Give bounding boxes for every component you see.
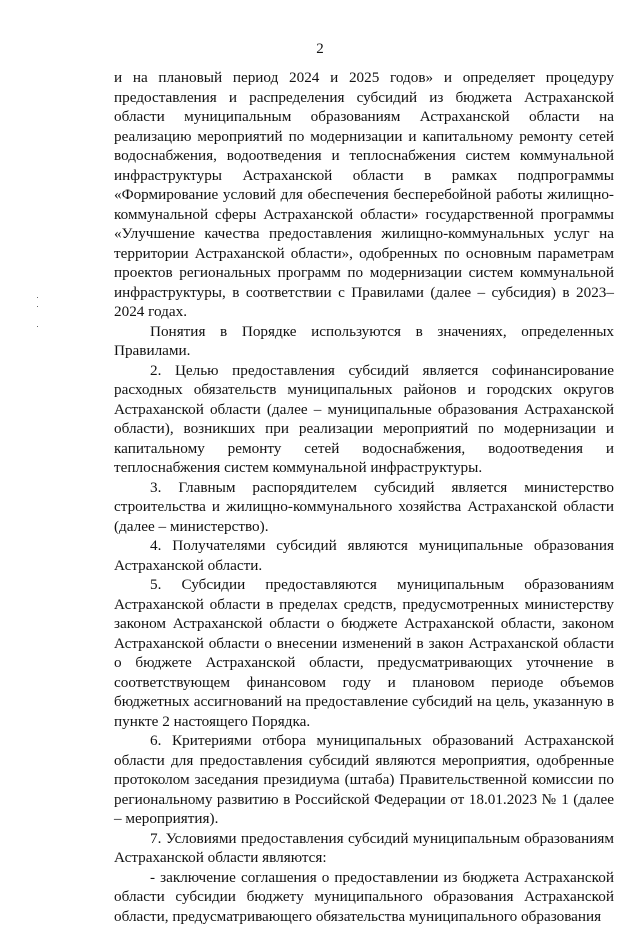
paragraph-2-purpose: 2. Целью предоставления субсидий является софинансирование расходных обязательств муниципальных районов и городских округов Астраханской области (далее – муниципальные образования Астраханской области), возникших при реализации мероприятий по модернизации и капитальному ремонту сетей водоснабжения, водоотведения и теплоснабжения систем коммунальной инфраструктуры. [114, 361, 614, 478]
paragraph-5-provision: 5. Субсидии предоставляются муниципальным образованиям Астраханской области в пределах средств, предусмотренных министерству законом Астраханской области о бюджете Астраханской области, законом Астраханской области о внесении изменений в закон Астраханской области о бюджете Астраханской области, предусматривающих уточнение в соответствующем финансовом году и плановом периоде объемов бюджетных ассигнований на предоставление субсидий на цель, указанную в пункте 2 настоящего Порядка. [114, 575, 614, 731]
paragraph-3-main-administrator: 3. Главным распорядителем субсидий является министерство строительства и жилищно-коммунального хозяйства Астраханской области (далее – министерство). [114, 478, 614, 537]
paragraph-intro-continuation: и на плановый период 2024 и 2025 годов» и определяет процедуру предоставления и распределения субсидий из бюджета Астраханской области муниципальным образованиям Астраханской области на реализацию мероприятий по модернизации и капитальному ремонту сетей водоснабжения, водоотведения и теплоснабжения систем коммунальной инфраструктуры Астраханской области в рамках подпрограммы «Формирование условий для обеспечения бесперебойной работы жилищно-коммунальной сферы Астраханской области» государственной программы «Улучшение качества предоставления жилищно-коммунальных услуг на территории Астраханской области», одобренных по основным параметрам проектов региональных программ по модернизации систем коммунальной инфраструктуры, в соответствии с Правилами (далее – субсидия) в 2023–2024 годах. [114, 68, 614, 322]
margin-mark [37, 297, 38, 298]
margin-mark [37, 326, 38, 327]
margin-mark [37, 306, 38, 307]
page-number: 2 [0, 40, 640, 58]
paragraph-7-condition-item: - заключение соглашения о предоставлении из бюджета Астраханской области субсидии бюджету муниципального образования Астраханской области, предусматривающего обязательства муниципального образования [114, 868, 614, 926]
paragraph-definitions: Понятия в Порядке используются в значениях, определенных Правилами. [114, 322, 614, 361]
paragraph-6-criteria: 6. Критериями отбора муниципальных образований Астраханской области для предоставления субсидий являются мероприятия, одобренные протоколом заседания президиума (штаба) Правительственной комиссии по региональному развитию в Российской Федерации от 18.01.2023 № 1 (далее – мероприятия). [114, 731, 614, 829]
paragraph-7-conditions: 7. Условиями предоставления субсидий муниципальным образованиям Астраханской области являются: [114, 829, 614, 868]
paragraph-4-recipients: 4. Получателями субсидий являются муниципальные образования Астраханской области. [114, 536, 614, 575]
document-body [114, 68, 614, 926]
